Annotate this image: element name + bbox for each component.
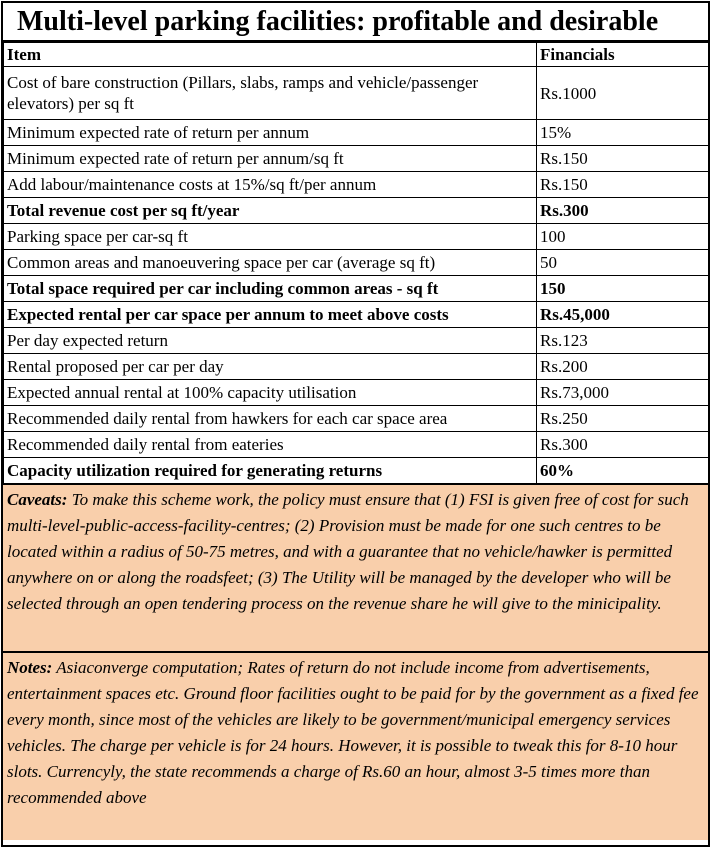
row-item-label: Minimum expected rate of return per annum bbox=[4, 120, 537, 146]
column-header-item: Item bbox=[4, 43, 537, 67]
table-row bbox=[4, 328, 709, 354]
row-item-label: Expected rental per car space per annum to meet above costs bbox=[4, 302, 537, 328]
row-financial-value: Rs.150 bbox=[537, 172, 709, 198]
row-item-label: Expected annual rental at 100% capacity utilisation bbox=[4, 380, 537, 406]
table-row bbox=[4, 172, 709, 198]
row-item-label: Recommended daily rental from eateries bbox=[4, 432, 537, 458]
row-financial-value: Rs.200 bbox=[537, 354, 709, 380]
row-item-label: Capacity utilization required for generating returns bbox=[4, 458, 537, 484]
row-financial-value: 150 bbox=[537, 276, 709, 302]
row-financial-value: Rs.1000 bbox=[537, 67, 709, 120]
row-item-label: Cost of bare construction (Pillars, slabs, ramps and vehicle/passenger elevators) per sq ft bbox=[4, 67, 537, 120]
notes-text: Asiaconverge computation; Rates of return do not include income from advertisements, entertainment spaces etc. Ground floor facilities ought to be paid for by the government as a fixed fee every month, since most of the vehicles are likely to be government/municipal emergency services vehicles. The charge per vehicle is for 24 hours. However, it is possible to tweak this for 8-10 hour slots. Currencyly, the state recommends a charge of Rs.60 an hour, almost 3-5 times more than recommended above bbox=[7, 658, 699, 807]
table-row bbox=[4, 250, 709, 276]
table-row bbox=[4, 302, 709, 328]
row-item-label: Recommended daily rental from hawkers for each car space area bbox=[4, 406, 537, 432]
table-row bbox=[4, 224, 709, 250]
caveats-label: Caveats: bbox=[7, 490, 68, 509]
table-row bbox=[4, 380, 709, 406]
row-financial-value: 15% bbox=[537, 120, 709, 146]
table-row bbox=[4, 146, 709, 172]
document-frame bbox=[1, 1, 710, 847]
table-row bbox=[4, 458, 709, 484]
row-financial-value: Rs.123 bbox=[537, 328, 709, 354]
row-item-label: Add labour/maintenance costs at 15%/sq ft/per annum bbox=[4, 172, 537, 198]
row-financial-value: Rs.150 bbox=[537, 146, 709, 172]
row-item-label: Total revenue cost per sq ft/year bbox=[4, 198, 537, 224]
row-item-label: Rental proposed per car per day bbox=[4, 354, 537, 380]
financials-table bbox=[3, 42, 709, 484]
table-row bbox=[4, 354, 709, 380]
row-financial-value: Rs.300 bbox=[537, 432, 709, 458]
row-financial-value: 60% bbox=[537, 458, 709, 484]
caveats-text: To make this scheme work, the policy must ensure that (1) FSI is given free of cost for such multi-level-public-access-facility-centres; (2) Provision must be made for one such centres to be located within a radius of 50-75 metres, and with a guarantee that no vehicle/hawker is permitted anywhere on or along the roadsfeet; (3) The Utility will be managed by the developer who will be selected through an open tendering process on the revenue share he will give to the minicipality. bbox=[7, 490, 689, 613]
table-body bbox=[4, 67, 709, 484]
table-header-row bbox=[4, 43, 709, 67]
column-header-financials: Financials bbox=[537, 43, 709, 67]
row-financial-value: Rs.300 bbox=[537, 198, 709, 224]
page-title: Multi-level parking facilities: profitable and desirable bbox=[3, 3, 708, 42]
table-row bbox=[4, 432, 709, 458]
table-row bbox=[4, 406, 709, 432]
row-item-label: Common areas and manoeuvering space per car (average sq ft) bbox=[4, 250, 537, 276]
row-item-label: Total space required per car including common areas - sq ft bbox=[4, 276, 537, 302]
table-row bbox=[4, 67, 709, 120]
notes-label: Notes: bbox=[7, 658, 53, 677]
table-row bbox=[4, 276, 709, 302]
row-item-label: Parking space per car-sq ft bbox=[4, 224, 537, 250]
caveats-box bbox=[3, 484, 708, 651]
notes-box bbox=[3, 651, 708, 840]
row-item-label: Per day expected return bbox=[4, 328, 537, 354]
row-item-label: Minimum expected rate of return per annum/sq ft bbox=[4, 146, 537, 172]
row-financial-value: Rs.45,000 bbox=[537, 302, 709, 328]
row-financial-value: 50 bbox=[537, 250, 709, 276]
table-row bbox=[4, 120, 709, 146]
row-financial-value: Rs.73,000 bbox=[537, 380, 709, 406]
row-financial-value: 100 bbox=[537, 224, 709, 250]
table-row bbox=[4, 198, 709, 224]
row-financial-value: Rs.250 bbox=[537, 406, 709, 432]
